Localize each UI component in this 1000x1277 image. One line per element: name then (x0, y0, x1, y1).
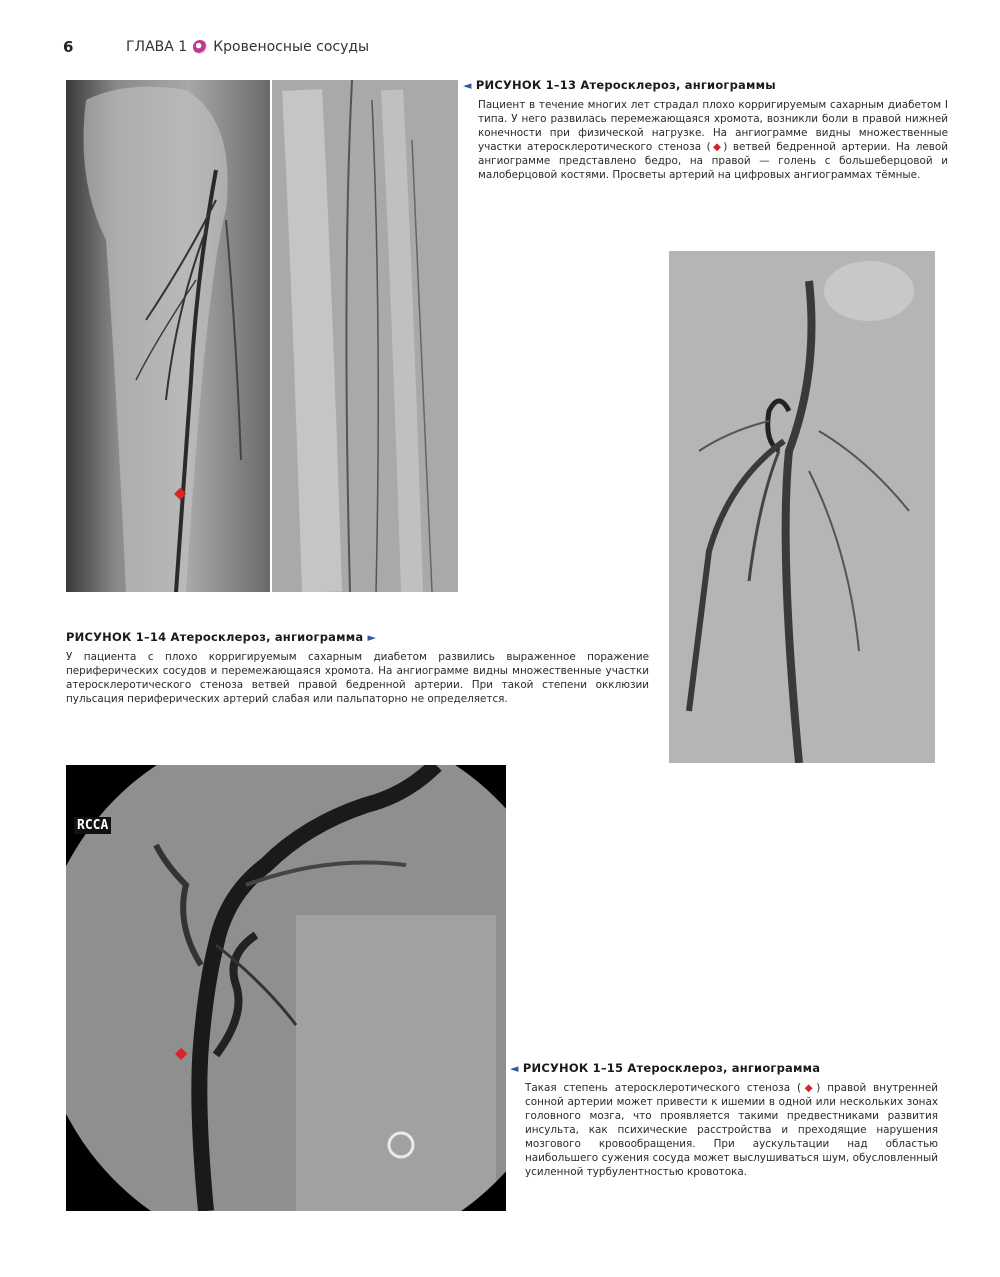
section-title: Кровеносные сосуды (213, 39, 370, 55)
figure-15-text (510, 1081, 938, 1179)
figure-13-text-part2: ) ветвей бедренной артерии. На левой ангиограмме представлено бедро, на правой — голень с большеберцовой и малоберцовой костями. Просветы артерий на цифровых ангиограммах тёмные. (478, 141, 949, 181)
figure-14-angiogram (669, 251, 935, 763)
figure-13-right-angiogram (272, 80, 458, 592)
chapter-icon (193, 40, 207, 54)
figure-15-title: РИСУНОК 1–15 Атеросклероз, ангиограмма (522, 1061, 821, 1075)
figure-15-text-part2: ) правой внутренней сонной артерии может привести к ишемии в одной или нескольких зонах головного мозга, что проявляется такими предвестниками развития инсульта, как психические расстройства и преходящие нарушения мозгового кровообращения. При аускультации над областью наибольшего сужения сосуда может выслушиваться шум, обусловленный усиленной турбулентностью кровотока. (525, 1082, 939, 1178)
figure-14-text: У пациента с плохо корригируемым сахарным диабетом развились выраженное поражение периферических сосудов и перемежающаяся хромота. На ангиограмме видны множественные участки атеросклеротического стеноза ветвей правой бедренной артерии. При такой степени окклюзии пульсация периферических артерий слабая или пальпаторно не определяется. (66, 651, 649, 705)
figure-13-title-row (463, 78, 948, 92)
figure-15-text-part1: Такая степень атеросклеротического стеноза ( (525, 1082, 802, 1094)
figure-13-title: РИСУНОК 1–13 Атеросклероз, ангиограммы (475, 78, 776, 92)
page-number: 6 (63, 38, 74, 56)
figure-15-title-row (510, 1061, 938, 1075)
figure-13-caption (463, 78, 948, 182)
stenosis-marker-icon: ◆ (801, 1082, 817, 1094)
caption-arrow-icon: ◄ (510, 1062, 519, 1075)
figure-15-angiogram (66, 765, 506, 1211)
rcca-label: RCCA (74, 817, 111, 834)
stenosis-marker-icon: ◆ (710, 141, 724, 153)
figure-13-text-part1: Пациент в течение многих лет страдал плохо корригируемым сахарным диабетом I типа. У него развилась перемежающаяся хромота, возникли боли в правой нижней конечности при физической нагрузке. На ангиограмме видны множественные участки атеросклеротического стеноза ( (478, 99, 948, 153)
figure-13-left-angiogram (66, 80, 270, 592)
figure-13-text (463, 98, 948, 182)
stenosis-marker: ◆ (174, 483, 187, 502)
caption-arrow-icon: ► (367, 631, 377, 644)
figure-14-title-row (66, 630, 649, 644)
running-header (126, 39, 369, 55)
figure-14-title: РИСУНОК 1–14 Атеросклероз, ангиограмма (66, 630, 364, 644)
figure-14-caption (66, 630, 649, 706)
figure-15-caption (510, 1061, 938, 1179)
stenosis-marker: ◆ (175, 1043, 188, 1062)
chapter-label: ГЛАВА 1 (126, 39, 188, 55)
caption-arrow-icon: ◄ (463, 79, 472, 92)
